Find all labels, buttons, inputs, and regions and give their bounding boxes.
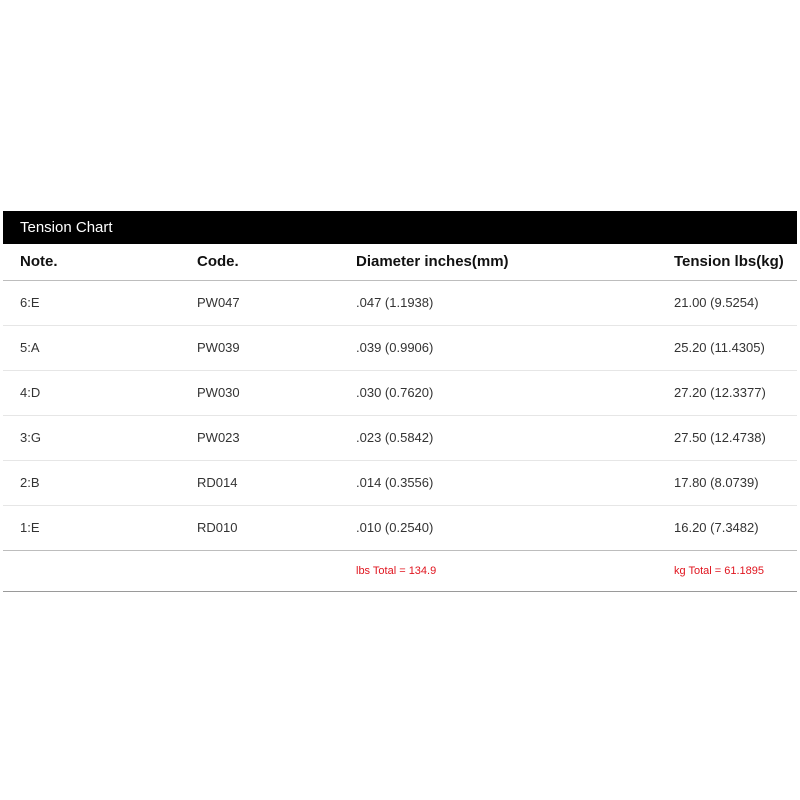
tension-chart bbox=[3, 211, 797, 592]
cell-diameter: .047 (1.1938) bbox=[339, 280, 657, 325]
cell-tension: 27.20 (12.3377) bbox=[657, 370, 797, 415]
cell-code: RD014 bbox=[180, 460, 339, 505]
cell-code: PW023 bbox=[180, 415, 339, 460]
cell-note: 2:B bbox=[3, 460, 180, 505]
cell-diameter: .030 (0.7620) bbox=[339, 370, 657, 415]
header-tension: Tension lbs(kg) bbox=[657, 244, 797, 280]
table-row bbox=[3, 280, 797, 325]
totals-empty-code bbox=[180, 550, 339, 591]
cell-note: 1:E bbox=[3, 505, 180, 550]
totals-empty-note bbox=[3, 550, 180, 591]
cell-code: RD010 bbox=[180, 505, 339, 550]
table-row bbox=[3, 325, 797, 370]
table-row bbox=[3, 505, 797, 550]
header-diameter: Diameter inches(mm) bbox=[339, 244, 657, 280]
header-row bbox=[3, 244, 797, 280]
cell-tension: 21.00 (9.5254) bbox=[657, 280, 797, 325]
lbs-total: lbs Total = 134.9 bbox=[339, 550, 657, 591]
totals-row bbox=[3, 550, 797, 591]
cell-note: 5:A bbox=[3, 325, 180, 370]
cell-tension: 27.50 (12.4738) bbox=[657, 415, 797, 460]
table-row bbox=[3, 370, 797, 415]
table-title: Tension Chart bbox=[3, 211, 797, 244]
cell-note: 4:D bbox=[3, 370, 180, 415]
cell-tension: 17.80 (8.0739) bbox=[657, 460, 797, 505]
cell-code: PW039 bbox=[180, 325, 339, 370]
cell-diameter: .014 (0.3556) bbox=[339, 460, 657, 505]
table-row bbox=[3, 460, 797, 505]
cell-code: PW047 bbox=[180, 280, 339, 325]
cell-diameter: .010 (0.2540) bbox=[339, 505, 657, 550]
cell-note: 6:E bbox=[3, 280, 180, 325]
kg-total: kg Total = 61.1895 bbox=[657, 550, 797, 591]
cell-diameter: .039 (0.9906) bbox=[339, 325, 657, 370]
table-row bbox=[3, 415, 797, 460]
header-code: Code. bbox=[180, 244, 339, 280]
cell-diameter: .023 (0.5842) bbox=[339, 415, 657, 460]
cell-code: PW030 bbox=[180, 370, 339, 415]
cell-tension: 25.20 (11.4305) bbox=[657, 325, 797, 370]
tension-table bbox=[3, 244, 797, 592]
cell-tension: 16.20 (7.3482) bbox=[657, 505, 797, 550]
cell-note: 3:G bbox=[3, 415, 180, 460]
header-note: Note. bbox=[3, 244, 180, 280]
